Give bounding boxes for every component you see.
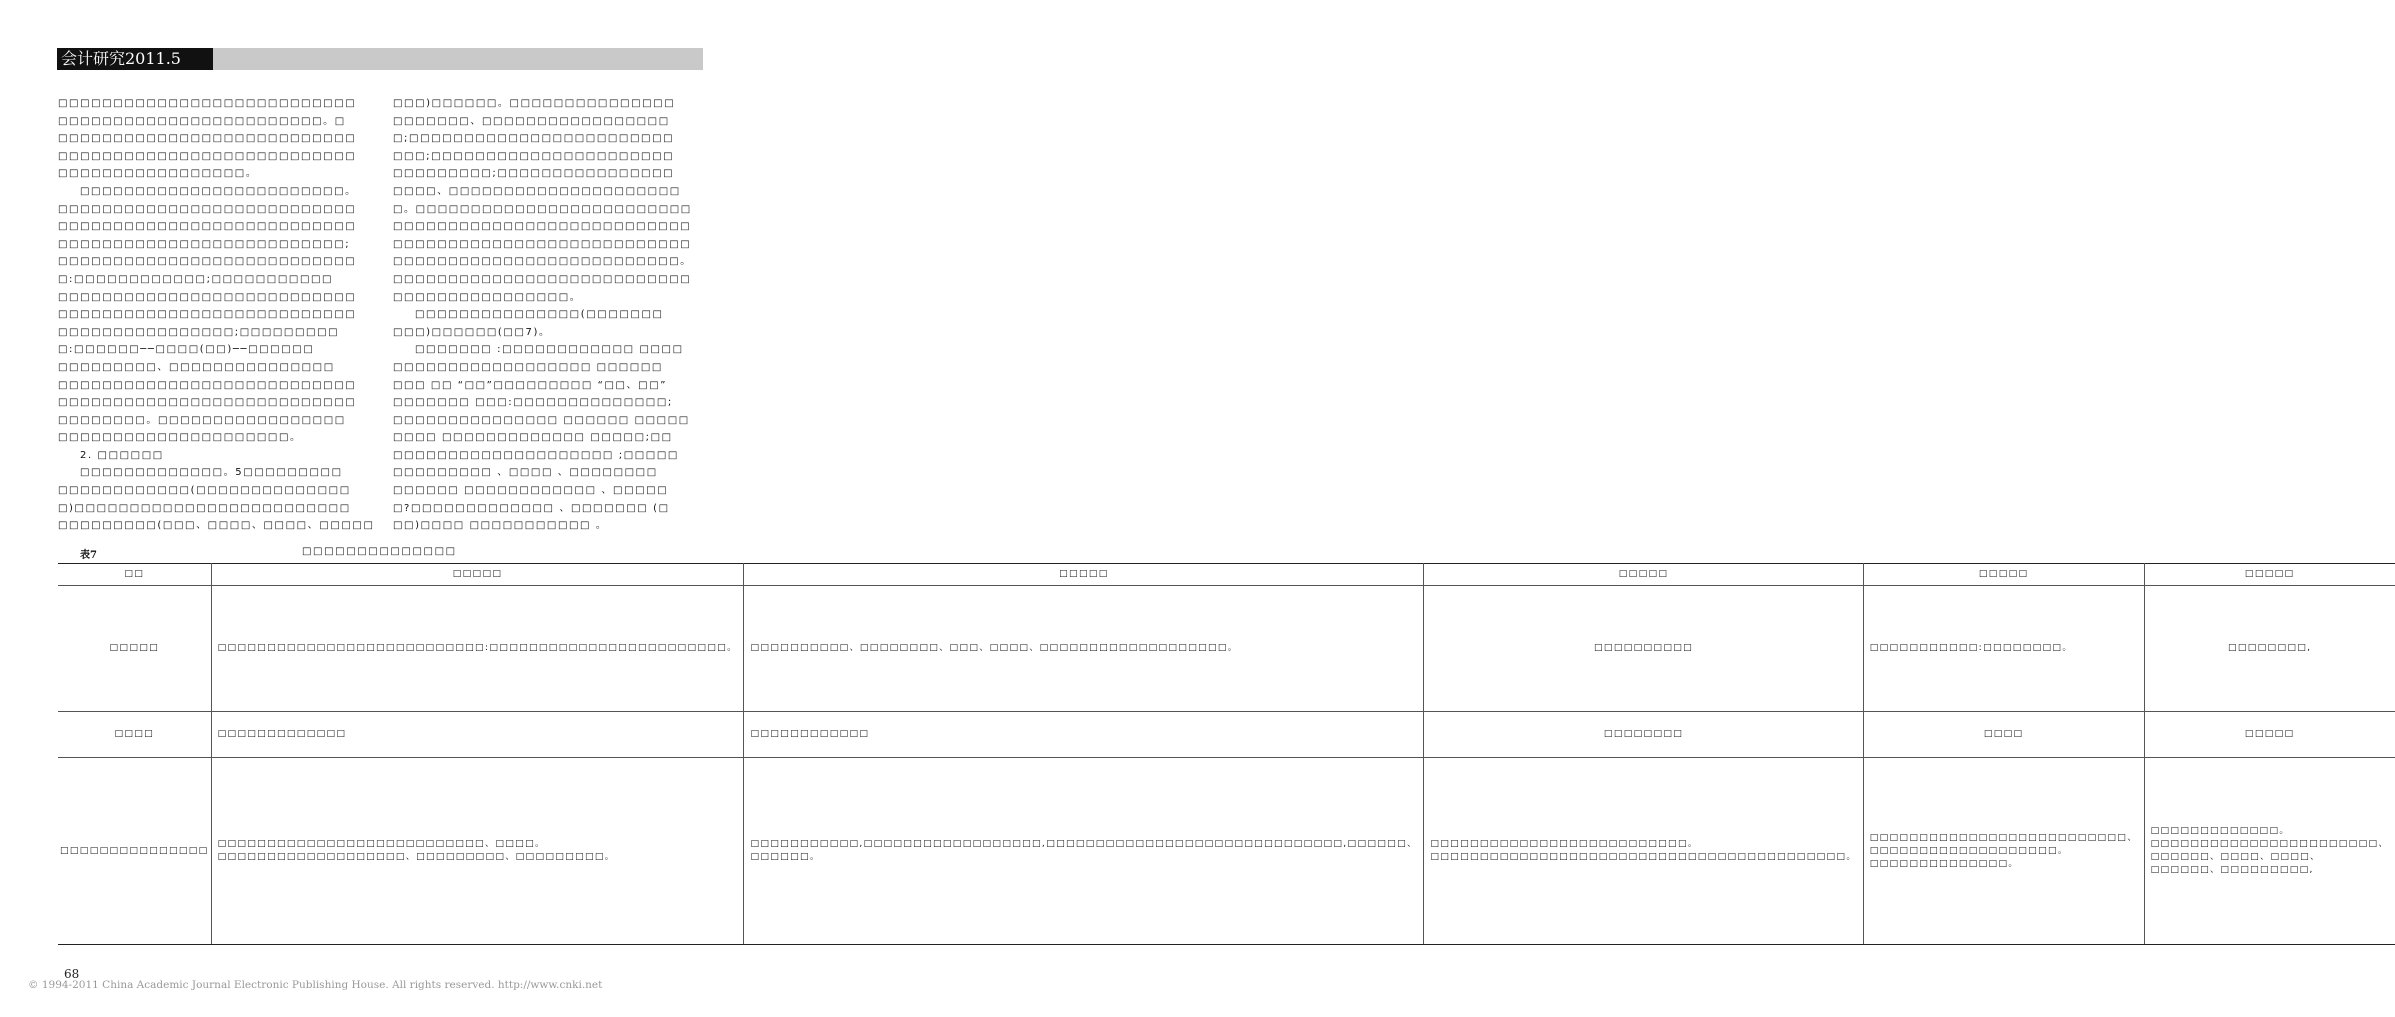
body-text-line: □□□□□□□□□□□□□□□□□□□□□□□□□□□ (58, 379, 357, 391)
body-text-line: □□□□□□□□□□□□□□□□□□□□□□□□□□□ (58, 309, 357, 321)
body-text-line: □?□□□□□□□□□□□□□ 、□□□□□□□ (□ (393, 502, 670, 514)
body-text-line: □□□□□□□□□□□□(□□□□□□□□□□□□□□ (58, 485, 351, 497)
table-header-cell: □□ (58, 564, 211, 586)
table-cell: □□□□□□□□, (2144, 586, 2395, 712)
body-text-line: □□□□□□□□□□□□□。5□□□□□□□□□ (80, 467, 343, 479)
row-header-cell: □□□□ (58, 712, 211, 758)
comparison-table (58, 563, 2395, 945)
body-text-line: □□□□□□□□□□□□□□□(□□□□□□□ (415, 309, 664, 321)
body-text-line: □□□□□□□□□□□□□□□□□□□□□□□□□□□ (58, 397, 357, 409)
body-text-line: □□□□□□□□□□□□□□□□□□□□ ;□□□□□ (393, 449, 679, 461)
body-text-line: □:□□□□□□──□□□□(□□)──□□□□□□ (58, 344, 315, 356)
body-text-line: □□□□□□□、□□□□□□□□□□□□□□□□□ (393, 115, 670, 127)
table-cell: □□□□□□□□ (1424, 712, 1863, 758)
table-cell: □□□□□□□□□□□□□□□□□□□□□□□□□□。□□□□□□□□□□□□□□□□□□□□□□□□□□□□□□□□□□□□□□□□□□。 (1424, 758, 1863, 945)
table-cell: □□□□□□□□□□□,□□□□□□□□□□□□□□□□□□,□□□□□□□□□□□□□□□□□□□□□□□□□□□□□□,□□□□□□、□□□□□□。 (744, 758, 1424, 945)
table-number: 表7 (80, 550, 97, 561)
body-text-line: □)□□□□□□□□□□□□□□□□□□□□□□□□□ (58, 502, 351, 514)
body-text-line: □□□)□□□□□□。□□□□□□□□□□□□□□□ (393, 98, 676, 109)
body-text-line: □□□;□□□□□□□□□□□□□□□□□□□□□□ (393, 150, 675, 162)
body-text-line: □□□□□□□□□□□□□□□□□□□□□□□□□□□ (58, 203, 357, 215)
body-text-line: □□□□□□□□□□□□□□□□;□□□□□□□□□ (58, 326, 340, 338)
body-text-line: □□□□□□□□□(□□□、□□□□、□□□□、□□□□□ (58, 520, 375, 532)
body-text-line: □□□□□□□□□;□□□□□□□□□□□□□□□□ (393, 168, 675, 180)
table-header-cell: □□□□□ (1863, 564, 2144, 586)
table-header-cell: □□□□□ (211, 564, 744, 586)
body-text-line: □。□□□□□□□□□□□□□□□□□□□□□□□□□ (393, 203, 692, 215)
body-text-line: □:□□□□□□□□□□□□;□□□□□□□□□□□ (58, 273, 334, 285)
table-cell: □□□□□□□□□□□:□□□□□□□□。 (1863, 586, 2144, 712)
table-row (58, 758, 2395, 945)
table-cell: □□□□□□□□□□□□□□□□□□□□□□□□□□□、□□□□。□□□□□□□□□□□□□□□□□□□、□□□□□□□□□、□□□□□□□□□。 (211, 758, 744, 945)
body-text-line: □□□□□□□□□□□□□□□□□□□□□□□□□□□ (393, 273, 692, 285)
table-header-cell: □□□□□ (744, 564, 1424, 586)
body-text-line: □□□□□□□□□□□□□□□□□□□□□□□□□□□ (58, 256, 357, 268)
table-header-cell: □□□□□ (1424, 564, 1863, 586)
table-cell: □□□□□□□□□□、□□□□□□□□、□□□、□□□□、□□□□□□□□□□□□□□□□□□□。 (744, 586, 1424, 712)
body-text-line: □□□□□□□□□□□□□□□□□□□□□□□□□□; (58, 238, 351, 250)
body-text-line: □□□□□□□□□□□□□□□□□。 (58, 168, 258, 180)
body-text-line: □□□)□□□□□□(□□7)。 (393, 326, 551, 338)
body-text-line: □□□□□□□□□□□□□□□□□□□□□□□□□□□ (58, 221, 357, 233)
row-header-cell: □□□□□□□□□□□□□□□ (58, 758, 211, 945)
body-text-line: □□□□□□□□□、□□□□□□□□□□□□□□□ (58, 361, 335, 373)
body-text-line: □□□□□□□□□□□□□□□□□□□□□□□□□□□ (58, 291, 357, 303)
body-text-line: □□□□□□□□□□□□□□□□□□□□□□□□。 (80, 185, 357, 197)
table-cell: □□□□□□□□□□□□□ (211, 712, 744, 758)
body-text-line: □□□□□□□□□□□□□□□□□□□□□□□□□□。 (393, 256, 692, 268)
body-text-line: □□□□□□□□□□□□□□□□□□□□□□□□□□□ (58, 150, 357, 162)
table-row (58, 586, 2395, 712)
row-header-cell: □□□□□ (58, 586, 211, 712)
body-text-line: □□□ □□ “□□”□□□□□□□□□ “□□、□□” (393, 379, 668, 391)
body-text-line: □□□□□□□□□□□□□□□□□□□□□□□□□□□ (393, 238, 692, 250)
body-text-line: □□□□ □□□□□□□□□□□□□ □□□□□;□□ (393, 432, 673, 444)
body-text-line: □□□□□□□ □□□:□□□□□□□□□□□□□□; (393, 397, 673, 409)
body-text-line: □□□□□□□□□□□□□□□ □□□□□□ □□□□□ (393, 414, 690, 426)
body-text-line: □□□□□□□□□□□□□□□□□□□□□□□□□□□ (393, 221, 692, 233)
body-text-line: □□□□□□□□□□□□□□□□□□□□□。 (58, 432, 302, 444)
body-text-line: □□□□□□□□□□□□□□□□□□□□□□□□□□□ (58, 133, 357, 145)
body-text-line: □□□□□□□□□ 、□□□□ 、□□□□□□□□ (393, 467, 658, 479)
table-cell: □□□□□□□□□□□□□。□□□□□□□□□□□□□□□□□□□□□□□、□□□□□□、□□□□、□□□□、□□□□□□、□□□□□□□□□, (2144, 758, 2395, 945)
body-text-line: □□□□□□□□□□□□□□□□□□ □□□□□□ (393, 361, 663, 373)
table-cell: □□□□ (1863, 712, 2144, 758)
table-caption (58, 546, 698, 562)
journal-header-bar (57, 48, 703, 70)
table-cell: □□□□□□□□□□□□□□□□□□□□□□□□□□□:□□□□□□□□□□□□□□□□□□□□□□□□。 (211, 586, 744, 712)
table-cell: □□□□□□□□□□□□□□□□□□□□□□□□□□、□□□□□□□□□□□□□□□□□□□。□□□□□□□□□□□□□□。 (1863, 758, 2144, 945)
body-text-line: □□□□□□□□。□□□□□□□□□□□□□□□□□ (58, 414, 346, 426)
body-text-line: 2. □□□□□□ (80, 449, 164, 461)
body-text-line: □□□□、□□□□□□□□□□□□□□□□□□□□□ (393, 185, 681, 197)
body-text-line: □□□□□□□□□□□□□□□□□□□□□□□□。□ (58, 115, 346, 127)
body-text-line: □□)□□□□ □□□□□□□□□□□ 。 (393, 520, 608, 532)
table-header-cell: □□□□□ (2144, 564, 2395, 586)
table-cell: □□□□□□□□□□□□ (744, 712, 1424, 758)
table-header-row (58, 564, 2395, 586)
body-text-line: □;□□□□□□□□□□□□□□□□□□□□□□□□ (393, 133, 675, 145)
journal-title: 会计研究2011.5 (57, 48, 213, 70)
table-row (58, 712, 2395, 758)
body-text-line: □□□□□□□ :□□□□□□□□□□□□ □□□□ (415, 344, 684, 356)
table-title: □□□□□□□□□□□□□□ (302, 546, 457, 557)
body-text-line: □□□□□□□□□□□□□□□□□□□□□□□□□□□ (58, 98, 357, 109)
left-text-column (58, 95, 375, 535)
table-cell: □□□□□□□□□□ (1424, 586, 1863, 712)
right-text-column (393, 95, 703, 535)
body-text-line: □□□□□□□□□□□□□□□□。 (393, 291, 582, 303)
body-text-line: □□□□□□ □□□□□□□□□□□□ 、□□□□□ (393, 485, 669, 497)
copyright-footer: © 1994-2011 China Academic Journal Electronic Publishing House. All rights reserved. http://www.cnki.net (28, 979, 603, 991)
table-cell: □□□□□ (2144, 712, 2395, 758)
page-number: 68 (64, 967, 80, 981)
